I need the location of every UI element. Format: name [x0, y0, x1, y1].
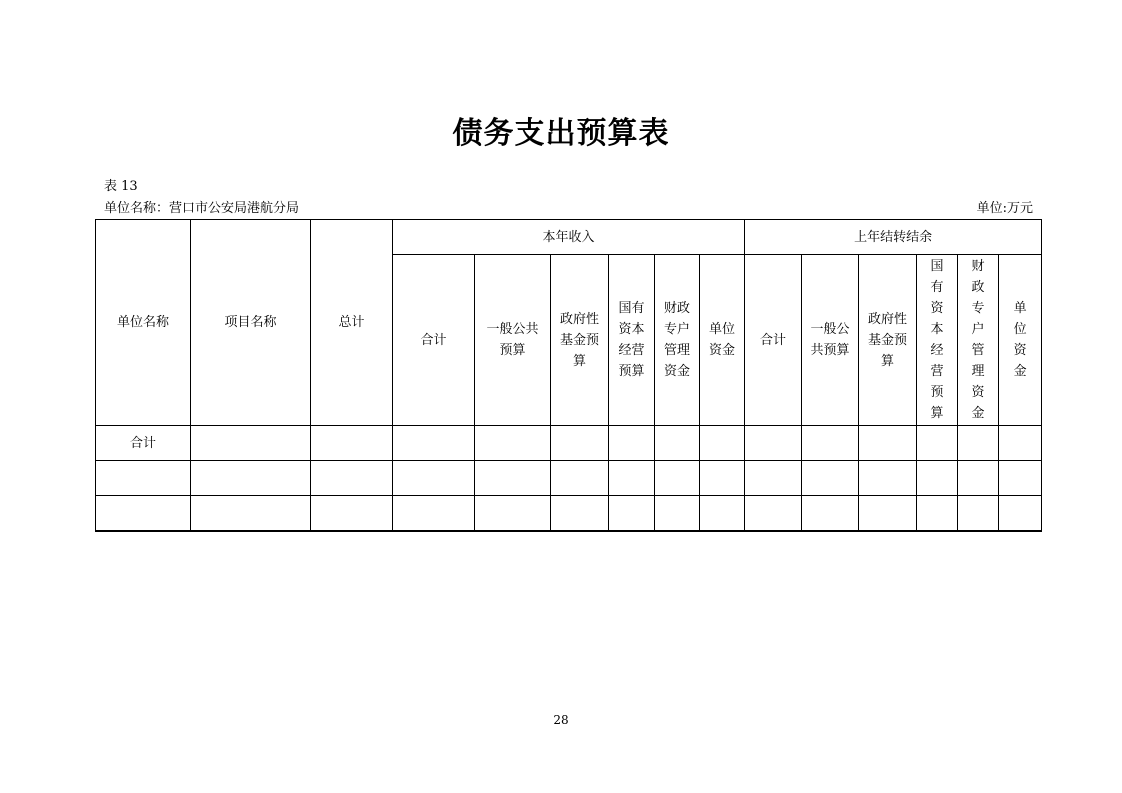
col-unit-name: 单位名称 [96, 220, 191, 426]
col-prior-fiscal-account [958, 255, 999, 426]
table-row [96, 461, 1042, 496]
col-current-general-budget-label: 一般公共预算 [486, 322, 539, 358]
col-current-gov-fund [551, 255, 609, 426]
col-current-state-capital-label: 国有资本经营预算 [618, 301, 645, 379]
col-current-unit-funds [700, 255, 745, 426]
table-row [96, 426, 1042, 461]
col-prior-unit-funds [999, 255, 1042, 426]
col-current-unit-funds-label: 单位资金 [709, 322, 736, 358]
debt-expenditure-table [95, 219, 1042, 532]
row-label-total: 合计 [96, 426, 191, 461]
col-prior-state-capital [917, 255, 958, 426]
col-project-name: 项目名称 [191, 220, 311, 426]
col-current-gov-fund-label: 政府性基金预算 [559, 311, 599, 369]
table-row [96, 496, 1042, 531]
col-prior-state-capital-label: 国有资本经营预算 [930, 259, 944, 421]
col-current-general-budget [475, 255, 551, 426]
row-label [96, 461, 191, 496]
col-prior-total: 合计 [745, 255, 802, 426]
unit-name-label: 单位名称：营口市公安局港航分局 [104, 201, 300, 216]
row-label [96, 496, 191, 531]
col-prior-year-carryover: 上年结转结余 [745, 220, 1042, 255]
table-number: 表 13 [104, 179, 138, 194]
col-prior-gov-fund-label: 政府性基金预算 [868, 311, 908, 369]
col-prior-unit-funds-label: 单位资金 [1013, 301, 1027, 379]
col-current-total: 合计 [393, 255, 475, 426]
col-prior-gov-fund [859, 255, 917, 426]
col-current-fiscal-account-label: 财政专户管理资金 [663, 301, 690, 379]
currency-unit-label: 单位:万元 [976, 201, 1033, 216]
col-current-fiscal-account [655, 255, 700, 426]
header-row-1 [96, 220, 1042, 255]
page-number: 28 [553, 713, 569, 727]
col-prior-general-budget-label: 一般公共预算 [810, 322, 850, 358]
col-current-year-income: 本年收入 [393, 220, 745, 255]
col-prior-general-budget [802, 255, 859, 426]
page-title: 债务支出预算表 [452, 116, 670, 151]
col-current-state-capital [609, 255, 655, 426]
col-total: 总计 [311, 220, 393, 426]
col-prior-fiscal-account-label: 财政专户管理资金 [971, 259, 985, 421]
